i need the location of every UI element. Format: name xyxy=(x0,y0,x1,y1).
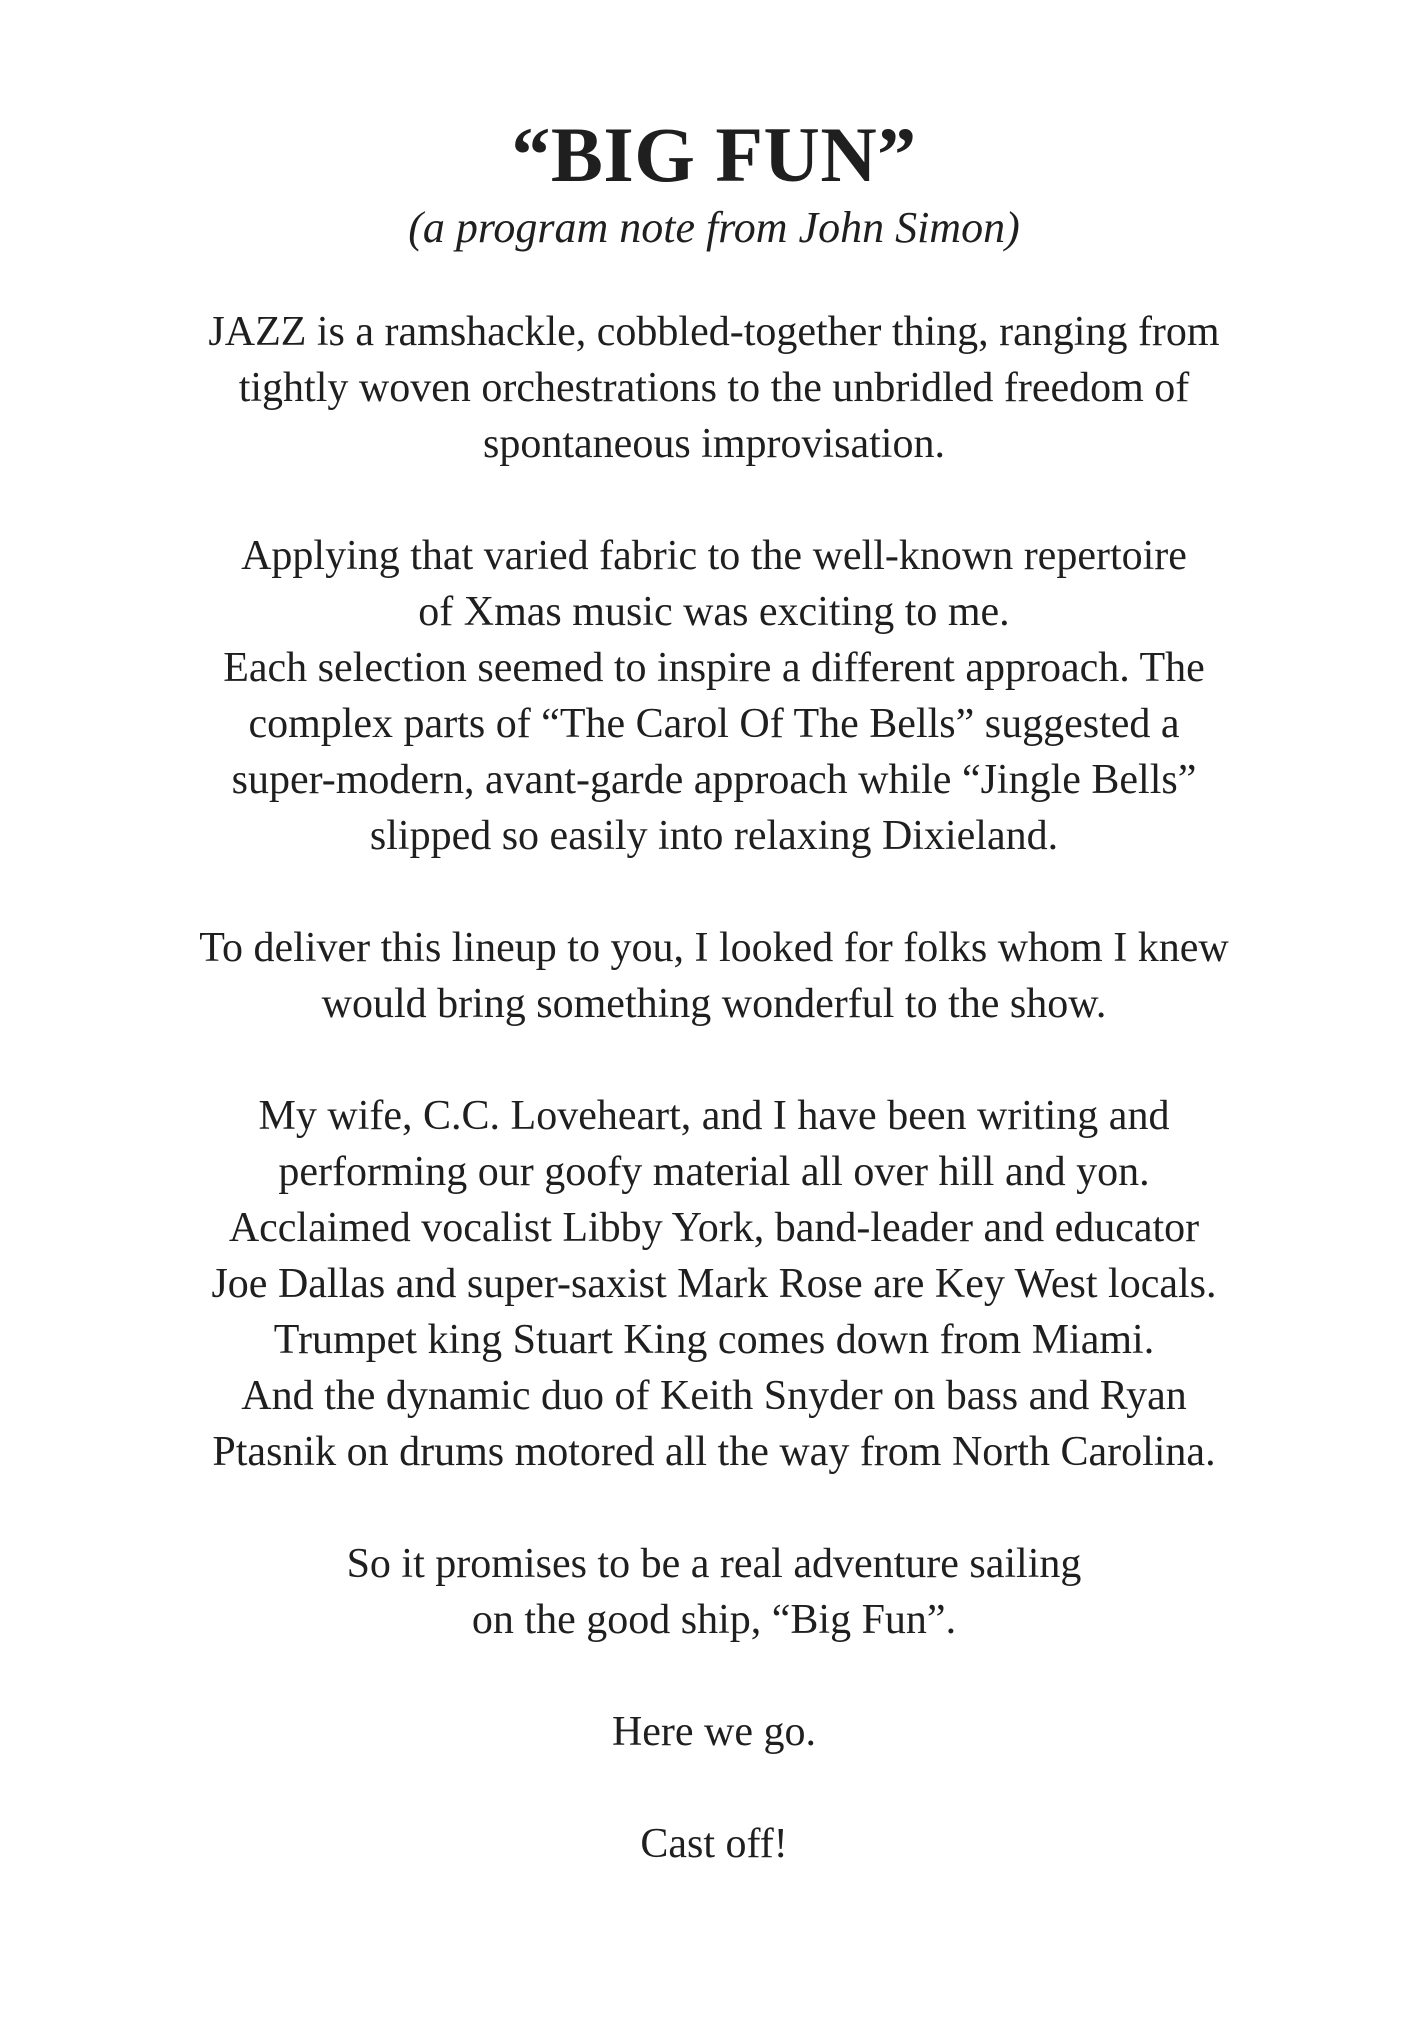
spacer xyxy=(0,1032,1428,1088)
text-line: on the good ship, “Big Fun”. xyxy=(471,1597,957,1643)
text-line: slipped so easily into relaxing Dixieland. xyxy=(369,813,1059,859)
text-line: My wife, C.C. Loveheart, and I have been writing and xyxy=(258,1093,1170,1139)
spacer xyxy=(0,1760,1428,1816)
page-title: “BIG FUN” xyxy=(511,111,917,198)
text-line: Ptasnik on drums motored all the way from North Carolina. xyxy=(212,1429,1216,1475)
spacer xyxy=(0,256,1428,304)
text-line: JAZZ is a ramshackle, cobbled-together thing, ranging from xyxy=(208,309,1220,355)
spacer xyxy=(0,472,1428,528)
text-line: super-modern, avant-garde approach while “Jingle Bells” xyxy=(231,757,1197,803)
text-line: spontaneous improvisation. xyxy=(483,421,945,467)
spacer xyxy=(0,864,1428,920)
text-line: of Xmas music was exciting to me. xyxy=(418,589,1010,635)
text-line: Joe Dallas and super-saxist Mark Rose are Key West locals. xyxy=(211,1261,1217,1307)
text-line: And the dynamic duo of Keith Snyder on bass and Ryan xyxy=(241,1373,1187,1419)
text-line: performing our goofy material all over hill and yon. xyxy=(278,1149,1150,1195)
text-line: Acclaimed vocalist Libby York, band-leader and educator xyxy=(228,1205,1200,1251)
text-line: tightly woven orchestrations to the unbridled freedom of xyxy=(238,365,1190,411)
page-subtitle: (a program note from John Simon) xyxy=(408,203,1020,252)
text-line: Applying that varied fabric to the well-known repertoire xyxy=(241,533,1187,579)
paragraph-lineup xyxy=(0,920,1428,1032)
paragraph-performers xyxy=(0,1088,1428,1480)
text-line: would bring something wonderful to the show. xyxy=(321,981,1107,1027)
text-line: Cast off! xyxy=(640,1821,788,1867)
paragraph-adventure xyxy=(0,1536,1428,1648)
text-line: Trumpet king Stuart King comes down from Miami. xyxy=(273,1317,1155,1363)
spacer xyxy=(0,1648,1428,1704)
text-line: complex parts of “The Carol Of The Bells” suggested a xyxy=(248,701,1180,747)
paragraph-cast-off xyxy=(0,1816,1428,1872)
paragraph-xmas-repertoire xyxy=(0,528,1428,864)
text-line: So it promises to be a real adventure sailing xyxy=(346,1541,1082,1587)
paragraph-jazz-intro xyxy=(0,304,1428,472)
paragraph-here-we-go xyxy=(0,1704,1428,1760)
text-line: Each selection seemed to inspire a different approach. The xyxy=(223,645,1205,691)
text-line: Here we go. xyxy=(611,1709,817,1755)
spacer xyxy=(0,1480,1428,1536)
text-line: To deliver this lineup to you, I looked for folks whom I knew xyxy=(199,925,1229,971)
